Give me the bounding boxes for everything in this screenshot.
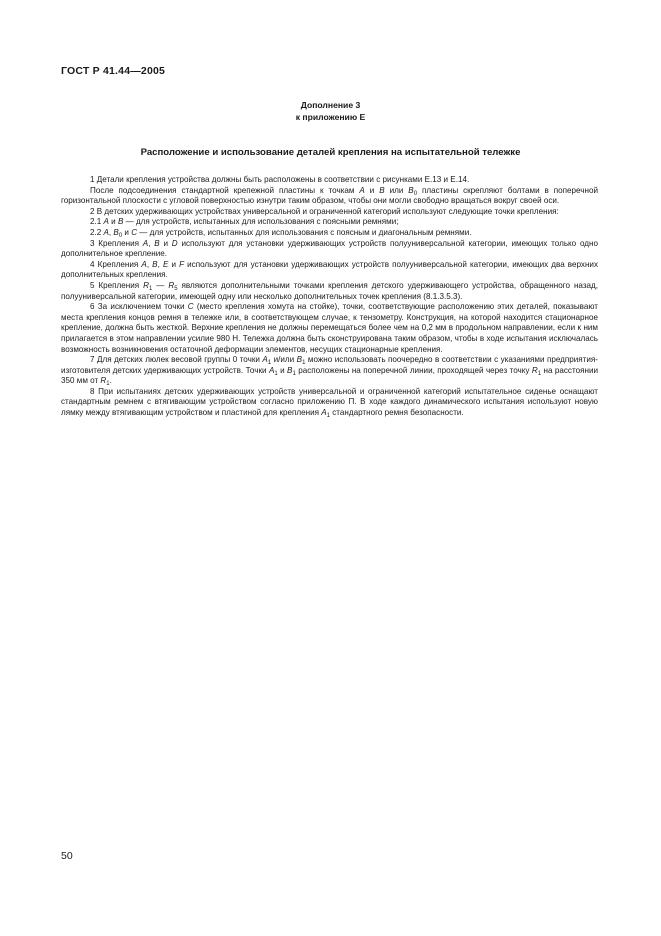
supplement-title: Дополнение 3 bbox=[300, 100, 361, 110]
paragraph-1: 1 Детали крепления устройства должны быть расположены в соответствии с рисунками Е.13 и Е.14. bbox=[90, 175, 470, 184]
page-number: 50 bbox=[61, 850, 73, 862]
standard-code: ГОСТ Р 41.44—2005 bbox=[61, 65, 166, 77]
paragraph-2: После подсоединения стандартной крепежной пластины к точкам А и В или $В_0$ пластины скрепляют болтами в поперечной горизонтальной плоскости с угловой поверхностью изнутри таким образом, чтобы они могли свободно вращаться вокруг своей оси. bbox=[61, 185, 598, 206]
paragraph-5: 2.2 А, $В_0$ и С — для устройств, испытанных для использования с поясным и диагональным ремнями. bbox=[90, 227, 472, 239]
paragraph-8: 5 Крепления $R_1$ — $R_5$ являются дополнительными точками крепления детского удерживающего устройства, обращенного назад, полууниверсальной категории, имеющей одну или несколько дополнительных точек крепления (8.1.3.5.3). bbox=[61, 280, 599, 301]
paragraph-6: 3 Крепления А, В и D используют для установки удерживающих устройств полууниверсальной категории, имеющих только одно дополнительное крепление. bbox=[61, 238, 598, 259]
paragraph-7: 4 Крепления А, В, Е и F используют для установки удерживающих устройств полууниверсальной категории, имеющих два верхних дополнительных крепления. bbox=[61, 259, 599, 280]
paragraph-3: 2 В детских удерживающих устройствах универсальной и ограниченной категорий используют следующие точки крепления: bbox=[90, 206, 559, 216]
paragraph-10: 7 Для детских люлек весовой группы 0 точки $А_1$ и/или $В_1$ можно использовать поочередно в соответствии с указаниями предприятия-изготовителя детских удерживающих устройств. Точки $А_1$ и $В_1$ расположены на поперечной линии, проходящей через точку $R_1$ на расстоянии 350 мм от $R_1$. bbox=[61, 355, 598, 388]
body-text bbox=[61, 175, 598, 419]
paragraph-4: 2.1 А и В — для устройств, испытанных для использования с поясными ремнями; bbox=[90, 217, 399, 227]
supplement-subtitle: к приложению Е bbox=[295, 112, 366, 122]
section-title: Расположение и использование деталей крепления на испытательной тележке bbox=[140, 147, 521, 158]
paragraph-11: 8 При испытаниях детских удерживающих устройств универсальной и ограниченной категорий испытательное сиденье оснащают стандартным ремнем с втягивающим устройством согласно приложению П. В ходе каждого динамического испытания используют новую лямку между втягивающим устройством и пластиной для крепления $А_1$ стандартного ремня безопасности. bbox=[61, 386, 598, 420]
paragraph-9: 6 За исключением точки С (место крепления хомута на стойке), точки, соответствующие расположению этих деталей, показывают места крепления концов ремня в тележке или, в соответствующем случае, к тензометру. Конструкция, на которой находится стационарное крепление, должна быть жесткой. Верхние крепления не должны перемещаться более чем на 0,2 мм в продольном направлении, если к ним прилагается в этом направлении усилие 980 Н. Тележка должна быть сконструирована таким образом, чтобы в ходе испытания исключалась возможность возникновения остаточной деформации элементов, несущих стационарные крепления. bbox=[61, 302, 598, 354]
